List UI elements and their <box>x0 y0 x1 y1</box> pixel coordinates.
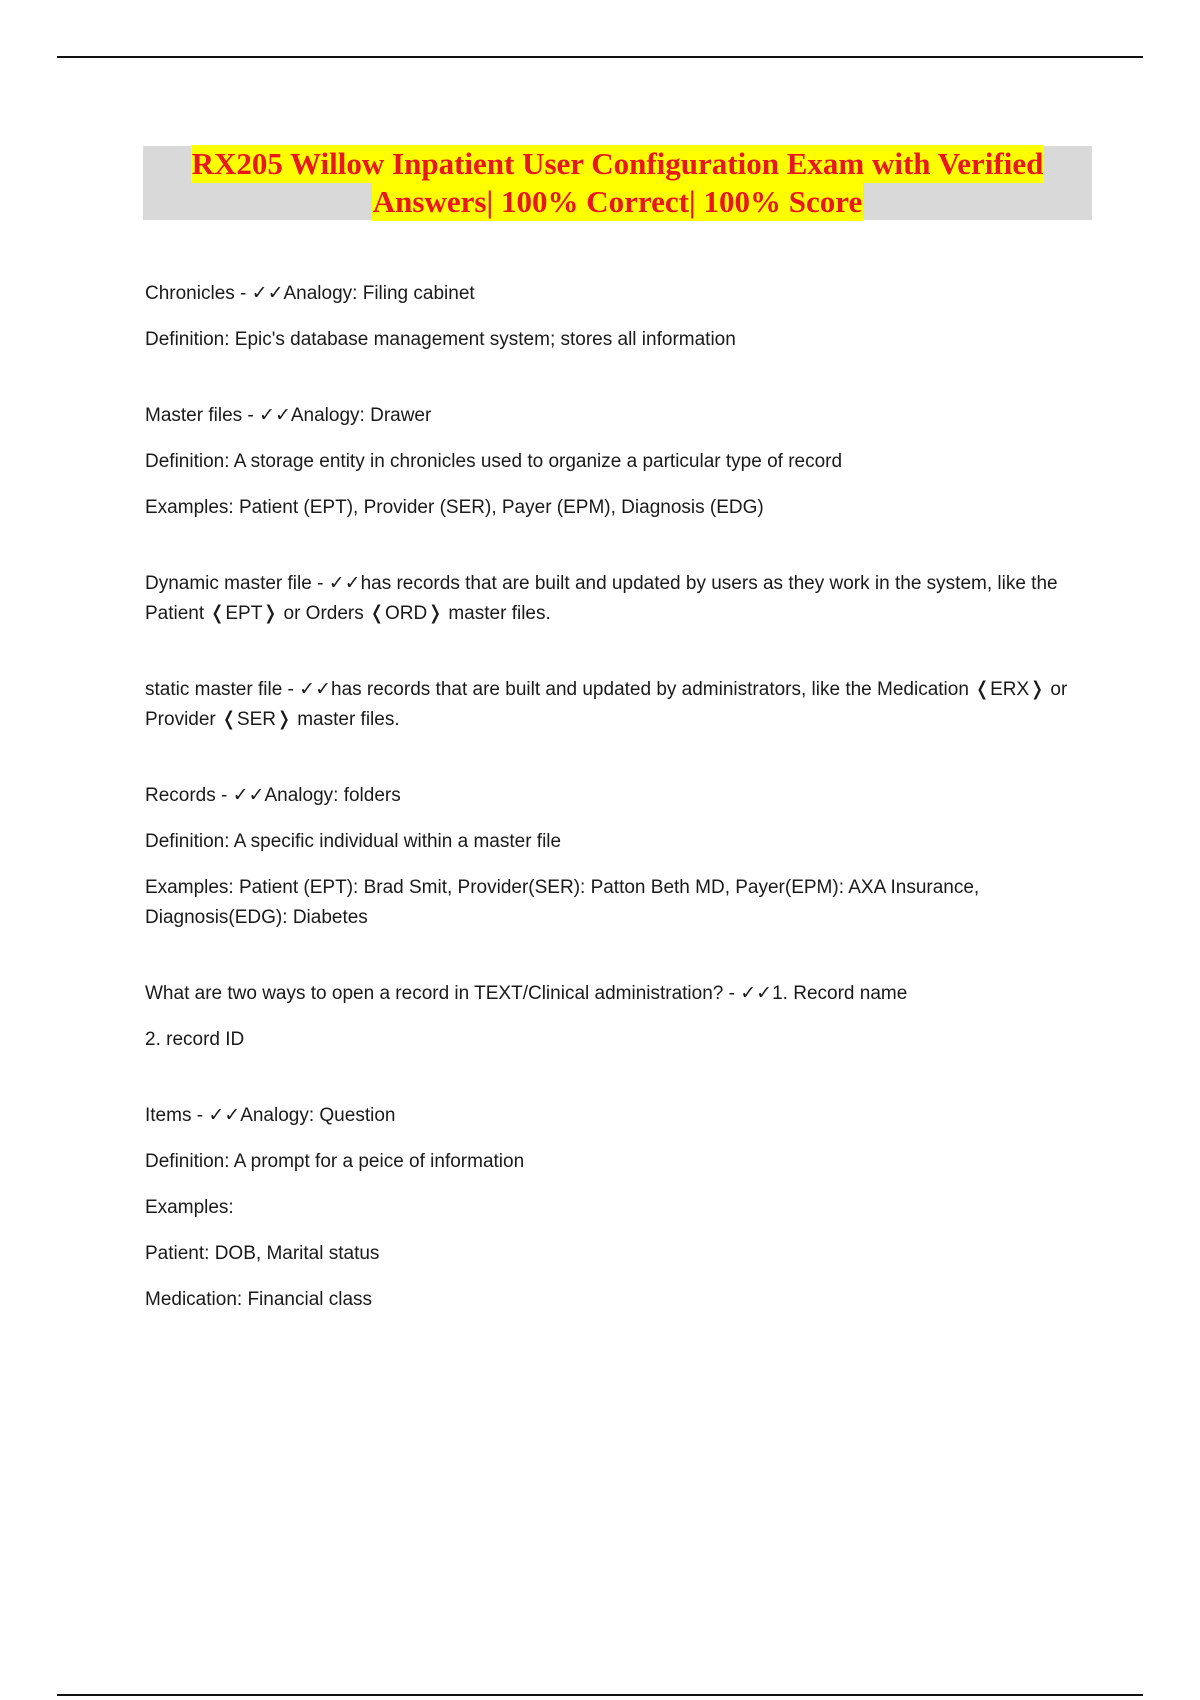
qa-answer-line: Definition: A prompt for a peice of information <box>145 1151 525 1172</box>
qa-separator: - <box>215 785 233 806</box>
double-check-icon: ✓✓ <box>251 283 284 304</box>
document-title-line-2: Answers| 100% Correct| 100% Score <box>372 184 863 219</box>
qa-first-line <box>145 569 1075 629</box>
qa-answer-start: Analogy: Filing cabinet <box>283 283 475 304</box>
qa-entry <box>145 279 1075 355</box>
qa-term: Master files <box>145 405 243 426</box>
qa-answer-line: Definition: A storage entity in chronicles used to organize a particular type of record <box>145 451 843 472</box>
qa-first-line <box>145 675 1075 735</box>
qa-answer-start: Analogy: folders <box>264 785 401 806</box>
document-title <box>191 145 1045 221</box>
qa-answer-line: Definition: Epic's database management system; stores all information <box>145 329 736 350</box>
qa-term: What are two ways to open a record in TEXT/Clinical administration? <box>145 983 724 1004</box>
double-check-icon: ✓✓ <box>259 405 291 426</box>
qa-entry <box>145 1101 1075 1315</box>
qa-first-line <box>145 1101 1075 1131</box>
double-check-icon: ✓✓ <box>299 679 331 700</box>
qa-answer-start: has records that are built and updated by administrators, like the Medication ❬ERX❭ or Provider ❬SER❭ master files. <box>145 679 1068 730</box>
bottom-rule <box>57 1694 1143 1696</box>
qa-entry <box>145 569 1075 629</box>
double-check-icon: ✓✓ <box>208 1105 241 1126</box>
qa-separator: - <box>311 573 329 594</box>
qa-answer-start: Analogy: Question <box>240 1105 396 1126</box>
qa-entry <box>145 401 1075 523</box>
qa-content <box>145 279 1075 1315</box>
qa-term: Items <box>145 1105 192 1126</box>
qa-separator: - <box>723 983 741 1004</box>
qa-answer-line: Medication: Financial class <box>145 1289 373 1310</box>
qa-term: static master file <box>145 679 283 700</box>
qa-entry <box>145 675 1075 735</box>
qa-separator: - <box>242 405 260 426</box>
qa-entry <box>145 781 1075 933</box>
qa-answer-start: Analogy: Drawer <box>290 405 432 426</box>
qa-term: Dynamic master file <box>145 573 312 594</box>
qa-separator: - <box>234 283 252 304</box>
qa-first-line <box>145 781 1075 811</box>
qa-answer-start: 1. Record name <box>772 983 908 1004</box>
qa-answer-start: has records that are built and updated by users as they work in the system, like the Patient ❬EPT❭ or Orders ❬ORD❭ master files. <box>145 573 1058 624</box>
qa-term: Records <box>145 785 216 806</box>
double-check-icon: ✓✓ <box>232 785 265 806</box>
top-rule <box>57 56 1143 58</box>
qa-answer-line: Examples: <box>145 1197 234 1218</box>
qa-first-line <box>145 401 1075 431</box>
qa-term: Chronicles <box>145 283 235 304</box>
double-check-icon: ✓✓ <box>328 573 361 594</box>
qa-answer-line: Examples: Patient (EPT): Brad Smit, Provider(SER): Patton Beth MD, Payer(EPM): AXA Insurance, Diagnosis(EDG): Diabetes <box>145 877 980 928</box>
document-title-box <box>143 146 1092 220</box>
qa-answer-line: Examples: Patient (EPT), Provider (SER), Payer (EPM), Diagnosis (EDG) <box>145 497 764 518</box>
document-title-line-1: RX205 Willow Inpatient User Configuration Exam with Verified <box>191 146 1044 181</box>
qa-answer-line: Patient: DOB, Marital status <box>145 1243 380 1264</box>
qa-answer-line: 2. record ID <box>145 1029 245 1050</box>
qa-separator: - <box>282 679 300 700</box>
qa-first-line <box>145 979 1075 1009</box>
qa-separator: - <box>191 1105 209 1126</box>
qa-entry <box>145 979 1075 1055</box>
qa-answer-line: Definition: A specific individual within a master file <box>145 831 562 852</box>
qa-first-line <box>145 279 1075 309</box>
double-check-icon: ✓✓ <box>740 983 773 1004</box>
